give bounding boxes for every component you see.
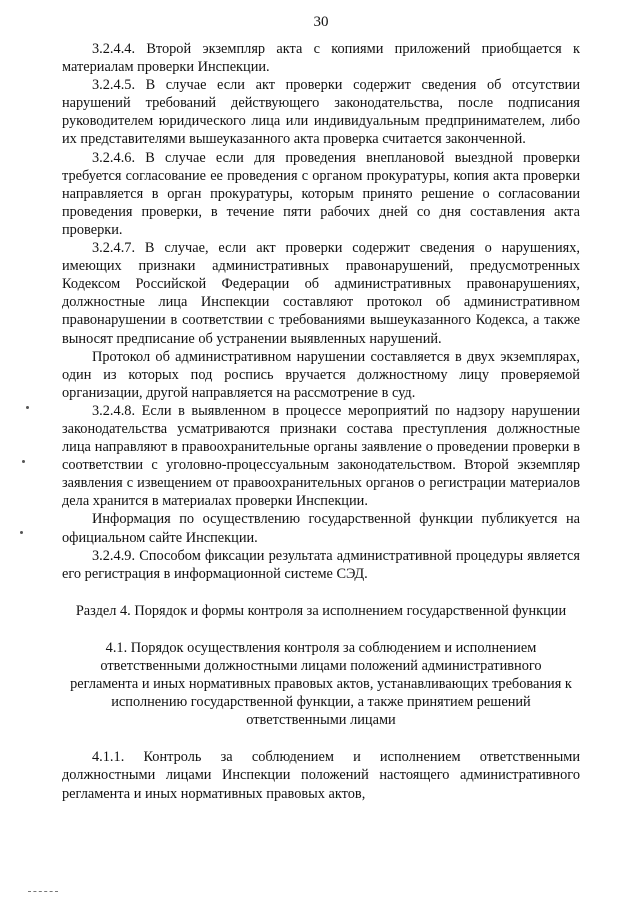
document-body: [62, 40, 580, 803]
paragraph-3-2-4-5: 3.2.4.5. В случае если акт проверки содержит сведения об отсутствии нарушений требований действующего законодательства, после подписания руководителем юридического лица или индивидуальным предпринимателем, либо их представителями вышеуказанного акта проверка считается законченной.: [62, 77, 580, 148]
paragraph-4-1-1: 4.1.1. Контроль за соблюдением и исполнением ответственными должностными лицами Инспекции положений настоящего административного регламента и иных нормативных правовых актов,: [62, 749, 580, 802]
page-number: 30: [313, 14, 329, 30]
section-heading: Раздел 4. Порядок и формы контроля за исполнением государственной функции: [75, 602, 567, 619]
paragraph-3-2-4-7: 3.2.4.7. В случае, если акт проверки содержит сведения о нарушениях, имеющих признаки административных правонарушений, предусмотренных Кодексом Российской Федерации об административных правонарушениях, должностные лица Инспекции составляют протокол об административном правонарушении в соответствии с требованиями вышеуказанного Кодекса, а также выносят предписание об устранении выявленных нарушений.: [62, 240, 580, 347]
paragraph-3-2-4-8: 3.2.4.8. Если в выявленном в процессе мероприятий по надзору нарушении законодательства усматриваются признаки состава преступления должностные лица направляют в правоохранительные органы заявление о проведении проверки в соответствии с уголовно-процессуальным законодательством. Второй экземпляр заявления с извещением от правоохранительных органов о регистрации материалов дела хранится в материалах проверки Инспекции.: [62, 402, 580, 510]
paragraph-information: Информация по осуществлению государственной функции публикуется на официальном сайте Инспекции.: [62, 511, 580, 546]
subsection-heading: 4.1. Порядок осуществления контроля за соблюдением и исполнением ответственными должностными лицами положений административного регламента и иных нормативных правовых актов, устанавливающих требования к исполнению государственной функции, а также принятием решений ответственными лицами: [70, 639, 572, 729]
paragraph-protocol: Протокол об административном нарушении составляется в двух экземплярах, один из которых под роспись вручается должностному лицу проверяемой организации, другой направляется на рассмотрение в суд.: [62, 348, 580, 401]
scan-mark: [26, 406, 29, 409]
scan-mark: [20, 531, 23, 534]
paragraph-3-2-4-6: 3.2.4.6. В случае если для проведения внеплановой выездной проверки требуется согласование ее проведения с органом прокуратуры, копия акта проверки направляется в орган прокуратуры, которым принято решение о согласовании проведения проверки, в течение пяти рабочих дней со дня составления акта проверки.: [62, 149, 580, 238]
paragraph-3-2-4-9: 3.2.4.9. Способом фиксации результата административной процедуры является его регистрация в информационной системе СЭД.: [62, 547, 580, 582]
scan-mark: [22, 460, 25, 463]
scan-footer-line: [28, 891, 58, 892]
paragraph-3-2-4-4: 3.2.4.4. Второй экземпляр акта с копиями приложений приобщается к материалам проверки Инспекции.: [62, 41, 580, 76]
